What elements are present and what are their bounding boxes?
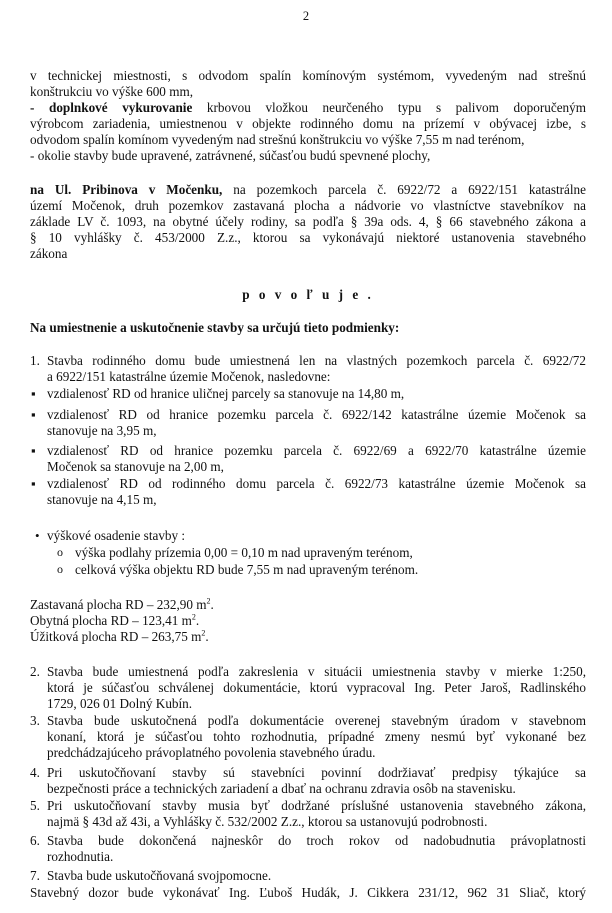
condition-number: 5.: [30, 798, 40, 813]
text-line: - okolie stavby bude upravené, zatrávnené, súčasťou budú spevnené plochy,: [30, 148, 431, 163]
text-line: Stavba bude dokončená najneskôr do troch rokov od nadobudnutia právoplatnosti: [47, 833, 586, 848]
text-line: Močenok sa stanovuje na 2,00 m,: [47, 459, 224, 474]
sub-list-item: o celková výška objektu RD bude 7,55 m nad upraveným terénom.: [75, 562, 586, 578]
area-line: [30, 629, 586, 645]
superscript: 2: [206, 596, 211, 606]
text-line: a 6922/151 katastrálne územie Močenok, nasledovne:: [47, 369, 331, 384]
text-line: Stavba bude uskutočňovaná svojpomocne.: [47, 868, 272, 883]
text-line: konaní, ktorá je súčasťou tohto rozhodnutia, prípadné zmeny nesmú byť vykonané bez: [47, 729, 586, 744]
decision-heading: p o v o ľ u j e .: [242, 287, 374, 302]
text-line: ktorá je súčasťou schválenej dokumentácie, ktorú vypracoval Ing. Peter Jaroš, Radlinského: [47, 680, 586, 695]
list-item: ▪ vzdialenosť RD od rodinného domu parcela č. 6922/73 katastrálne územie Močenok sa: [47, 476, 586, 492]
bold-phrase: na Ul. Pribinova v Močenku,: [30, 182, 223, 197]
text-line: Pri uskutočňovaní stavby sú stavebníci povinní dodržiavať predpisy týkajúce sa: [47, 765, 586, 780]
area-line: [30, 597, 586, 613]
condition-number: 2.: [30, 664, 40, 679]
area-line: [30, 613, 586, 629]
text-line: najmä § 43d až 43i, a Vyhlášky č. 532/2002 Z.z., ktorou sa ustanovujú podrobnosti.: [47, 814, 488, 829]
list-item: ▪ vzdialenosť RD od hranice uličnej parcely sa stanovuje na 14,80 m,: [47, 386, 586, 402]
text-run: .: [195, 613, 200, 628]
condition-number: 4.: [30, 765, 40, 780]
condition-number: 6.: [30, 833, 40, 848]
text-line: výrobcom zariadenia, umiestnenou v objekte rodinného domu na prízemí v obývacej izbe, s: [30, 116, 586, 131]
text-line: [30, 100, 586, 116]
text-line: stanovuje na 3,95 m,: [47, 423, 157, 438]
text-run: .: [210, 597, 214, 612]
text-line: v technickej miestnosti, s odvodom spalín komínovým systémom, vyvedeným nad strešnú: [30, 68, 586, 83]
condition-number: 3.: [30, 713, 40, 728]
text-line: Pri uskutočňovaní stavby musia byť dodržané príslušné ustanovenia stavebného zákona,: [47, 798, 586, 813]
superscript: 2: [201, 628, 206, 638]
text-line: [30, 182, 586, 198]
text-line: odvodom spalín komínom vyvedeným nad strešnú konštrukciu vo výške 7,55 m nad terénom,: [30, 132, 525, 147]
text-line: Stavebný dozor bude vykonávať Ing. Ľuboš Hudák, J. Cikkera 231/12, 962 31 Sliač, ktorý: [30, 885, 586, 900]
living-area: Obytná plocha RD – 123,41 m: [30, 613, 192, 628]
sub-list-item: o výška podlahy prízemia 0,00 = 0,10 m nad upraveným terénom,: [75, 545, 586, 561]
text-line: rozhodnutia.: [47, 849, 114, 864]
text-line: území Močenok, druh pozemkov zastavaná plocha a nádvorie vo vlastníctve stavebníkov na: [30, 198, 586, 213]
text-line: bezpečnosti práce a technických zariadení a dbať na ochranu zdravia osôb na stavenisku.: [47, 781, 516, 796]
text-run: na pozemkoch parcela č. 6922/72 a 6922/151 katastrálne: [222, 182, 586, 197]
list-item: ▪ vzdialenosť RD od hranice pozemku parcela č. 6922/142 katastrálne územie Močenok sa: [47, 407, 586, 423]
condition-number: 7.: [30, 868, 40, 883]
superscript: 2: [191, 612, 196, 622]
text-run: .: [205, 629, 209, 644]
text-line: stanovuje na 4,15 m,: [47, 492, 157, 507]
text-line: Stavba bude uskutočnená podľa dokumentácie overenej stavebným úradom v stavebnom: [47, 713, 586, 728]
list-item: ▪ vzdialenosť RD od hranice pozemku parcela č. 6922/69 a 6922/70 katastrálne územie: [47, 443, 586, 459]
text-line: Stavba rodinného domu bude umiestnená len na vlastných pozemkoch parcela č. 6922/72: [47, 353, 586, 368]
bold-phrase: - doplnkové vykurovanie: [30, 100, 193, 115]
list-item: • výškové osadenie stavby :: [47, 528, 586, 544]
text-line: 1729, 026 01 Dolný Kubín.: [47, 696, 193, 711]
text-line: Stavba bude umiestnená podľa zakreslenia v situácii umiestnenia stavby v mierke 1:250,: [47, 664, 586, 679]
text-run: krbovou vložkou neurčeného typu s palivom doporučeným: [192, 100, 586, 115]
condition-number: 1.: [30, 353, 40, 368]
text-line: zákona: [30, 246, 68, 261]
text-line: predchádzajúceho právoplatného povolenia stavebného úradu.: [47, 745, 376, 760]
text-line: § 10 vyhlášky č. 453/2000 Z.z., ktorou sa vykonávajú niektoré ustanovenia stavebného: [30, 230, 586, 245]
page-number: 2: [302, 9, 310, 23]
text-line: konštrukciu vo výške 600 mm,: [30, 84, 194, 99]
built-area: Zastavaná plocha RD – 232,90 m: [30, 597, 207, 612]
text-line: základe LV č. 1093, na obytné účely rodiny, sa podľa § 39a ods. 4, § 66 stavebného zákona a: [30, 214, 586, 229]
conditions-heading: Na umiestnenie a uskutočnenie stavby sa určujú tieto podmienky:: [30, 320, 400, 335]
usable-area: Úžitková plocha RD – 263,75 m: [30, 629, 202, 644]
